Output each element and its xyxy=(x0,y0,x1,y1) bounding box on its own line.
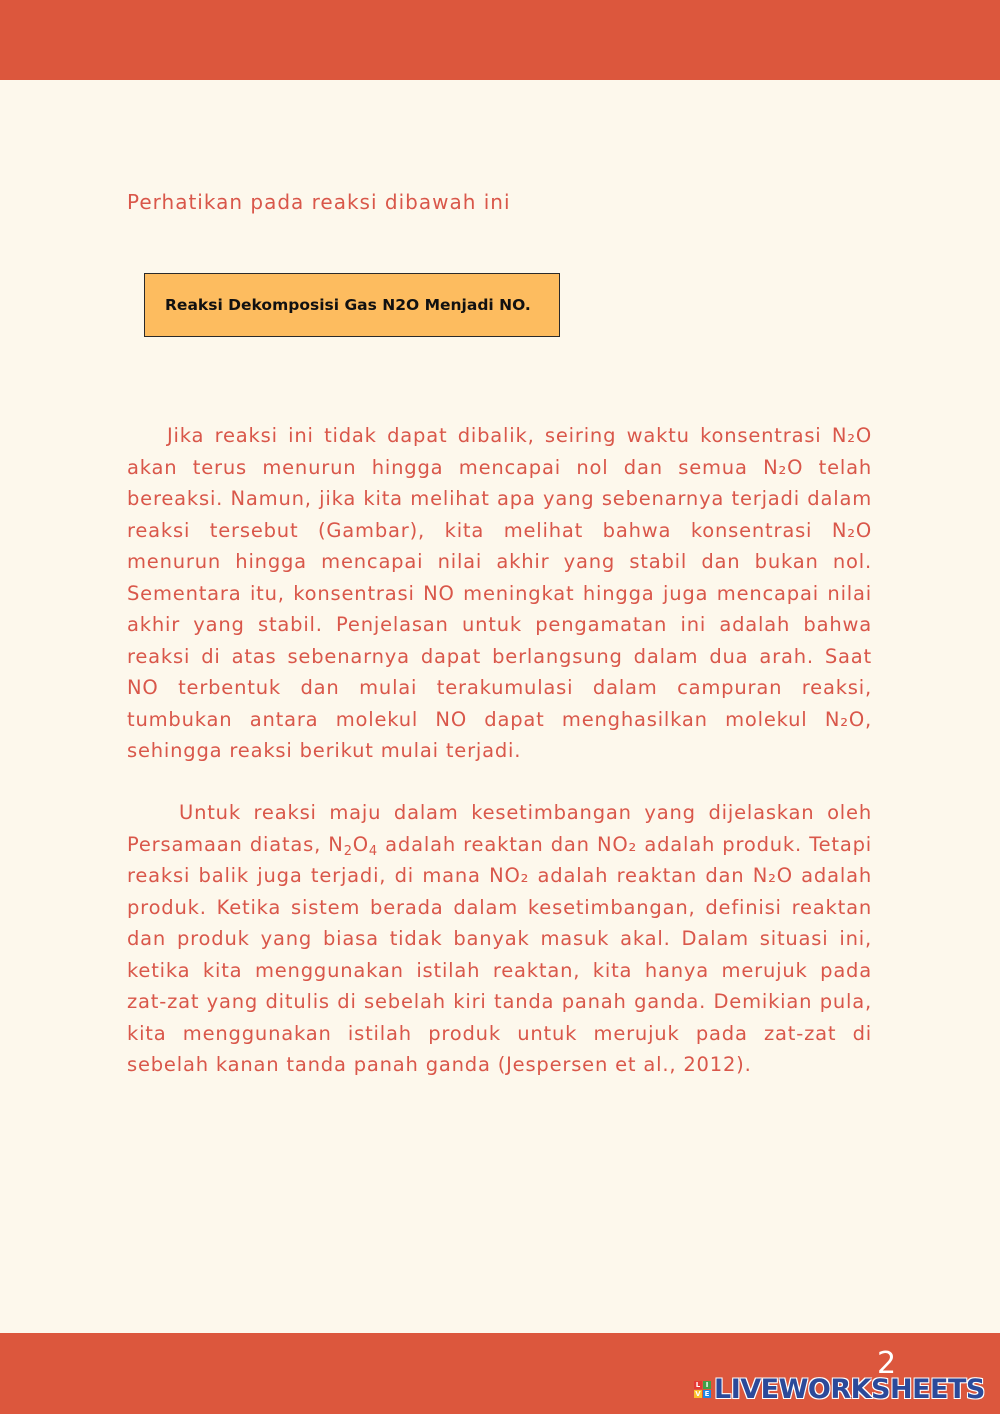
liveworksheets-logo[interactable] xyxy=(694,1372,985,1406)
logo-letter-l: L xyxy=(695,1380,701,1389)
logo-grid-icon xyxy=(694,1381,711,1398)
paragraph-2-part-3: adalah reaktan dan NO₂ adalah produk. Tetapi reaksi balik juga terjadi, di mana NO₂ adalah reaktan dan N₂O adalah produk. Ketika sistem berada dalam kesetimbangan, definisi reaktan dan produk yang biasa tidak banyak masuk akal. Dalam situasi ini, ketika kita menggunakan istilah reaktan, kita hanya merujuk pada zat-zat yang ditulis di sebelah kiri tanda panah ganda. Demikian pula, kita menggunakan istilah produk untuk merujuk pada zat-zat di sebelah kanan tanda panah ganda (Jespersen et al., 2012). xyxy=(127,832,872,1076)
reaction-title-box xyxy=(144,273,560,337)
paragraph-1: Jika reaksi ini tidak dapat dibalik, seiring waktu konsentrasi N₂O akan terus menurun hingga mencapai nol dan semua N₂O telah bereaksi. Namun, jika kita melihat apa yang sebenarnya terjadi dalam reaksi tersebut (Gambar), kita melihat bahwa konsentrasi N₂O menurun hingga mencapai nilai akhir yang stabil dan bukan nol. Sementara itu, konsentrasi NO meningkat hingga juga mencapai nilai akhir yang stabil. Penjelasan untuk pengamatan ini adalah bahwa reaksi di atas sebenarnya dapat berlangsung dalam dua arah. Saat NO terbentuk dan mulai terakumulasi dalam campuran reaksi, tumbukan antara molekul NO dapat menghasilkan molekul N₂O, sehingga reaksi berikut mulai terjadi. xyxy=(127,424,872,762)
subscript-2: 2 xyxy=(343,843,353,859)
paragraph-2-part-1: Untuk reaksi maju dalam kesetimbangan yang dijelaskan oleh Persamaan diatas, N xyxy=(127,801,872,856)
reaction-title: Reaksi Dekomposisi Gas N2O Menjadi NO. xyxy=(165,296,531,314)
subscript-4: 4 xyxy=(368,843,378,859)
paragraph-2-part-2: O xyxy=(352,832,369,856)
logo-letter-i: I xyxy=(703,1381,711,1389)
intro-text: Perhatikan pada reaksi dibawah ini xyxy=(127,190,511,214)
paragraph-2 xyxy=(127,797,872,1081)
logo-letter-v: V xyxy=(695,1389,701,1398)
logo-text: LIVEWORKSHEETS xyxy=(714,1373,985,1405)
logo-letter-e: E xyxy=(704,1389,710,1398)
top-banner xyxy=(0,0,1000,80)
page-number: 2 xyxy=(877,1346,897,1381)
